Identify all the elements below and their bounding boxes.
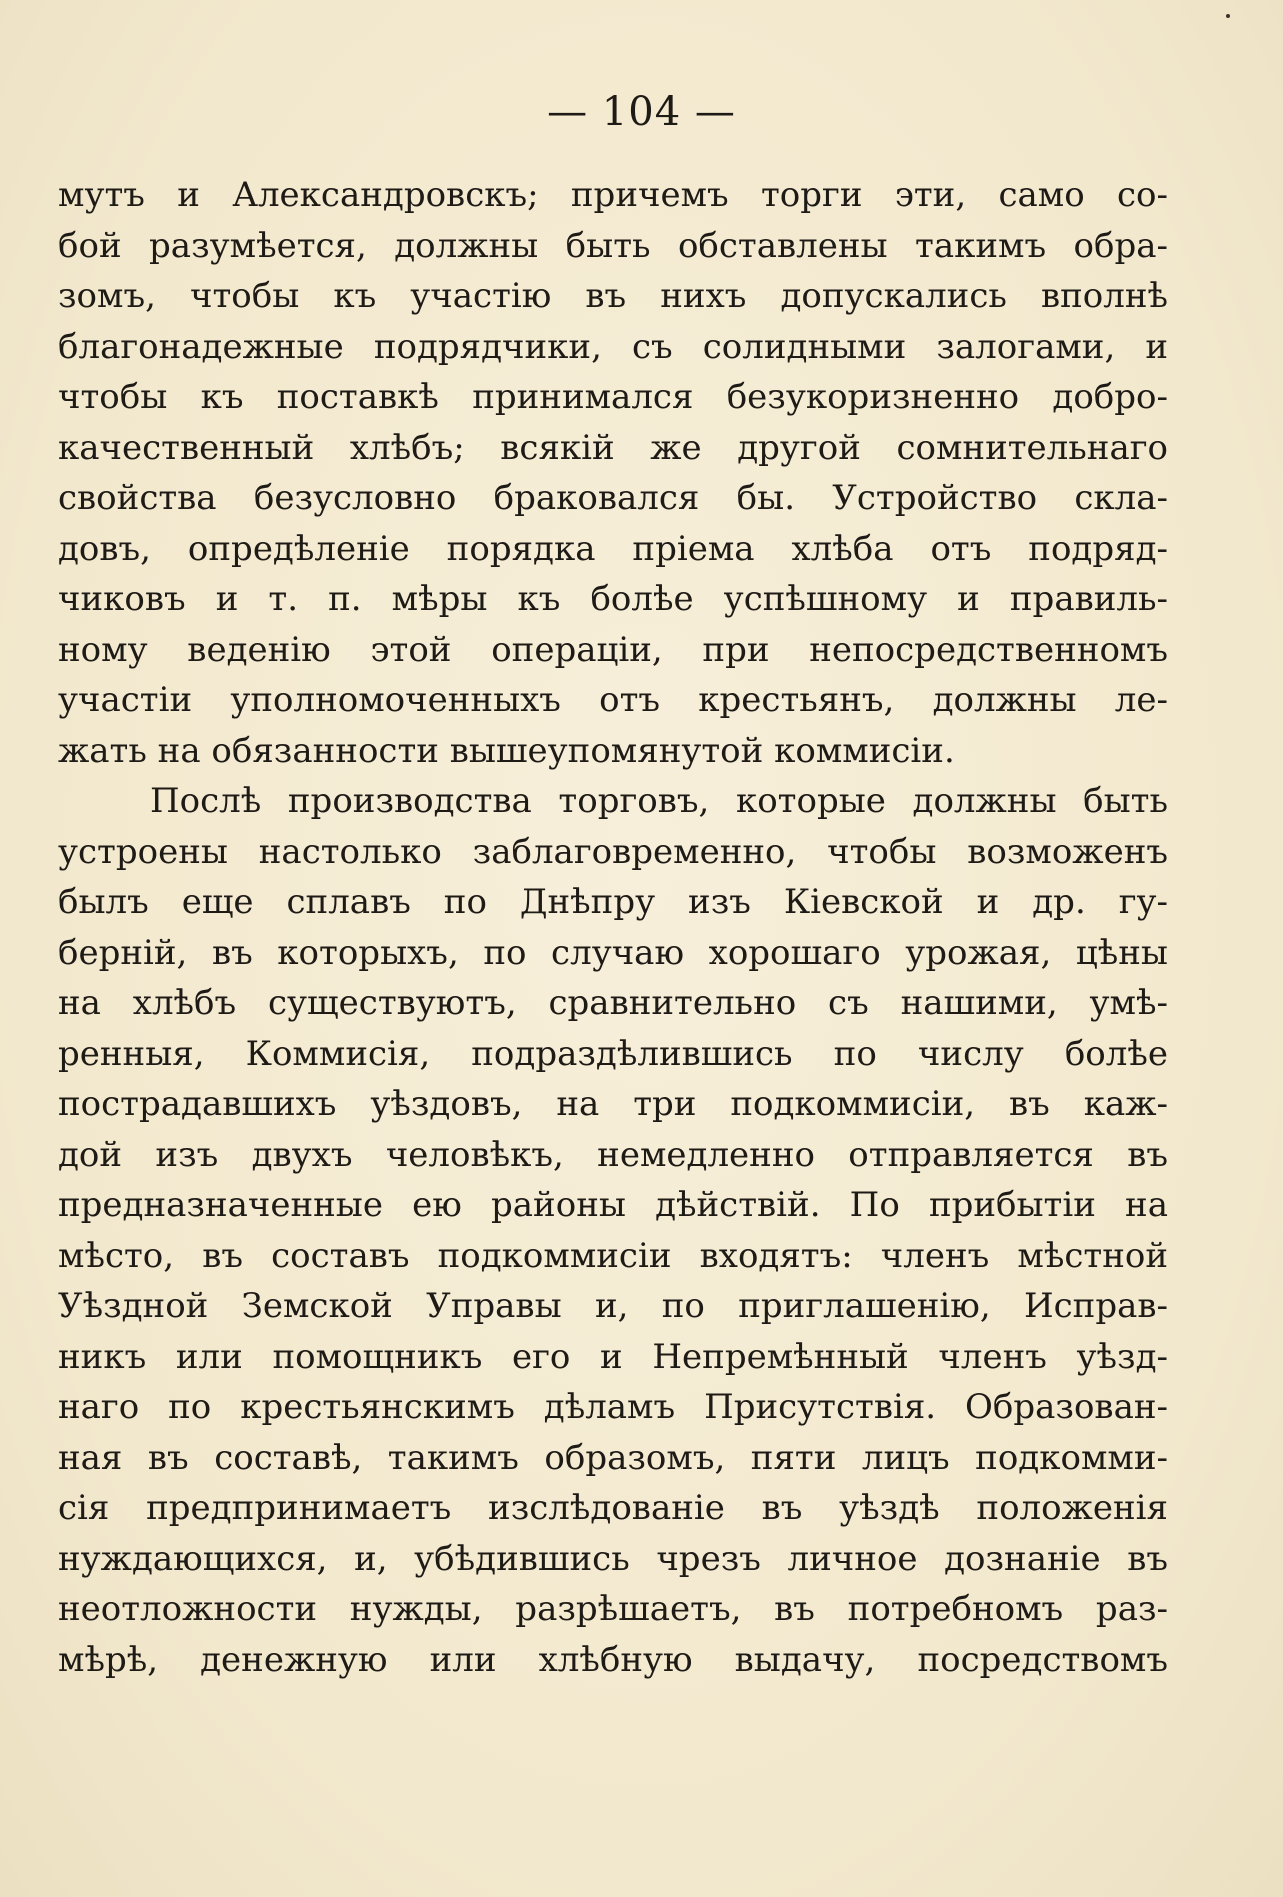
text-line: жать на обязанности вышеупомянутой коммисіи. (58, 730, 955, 771)
text-line: Уѣздной Земской Управы и, по приглашенію, Исправ- (58, 1286, 1168, 1326)
text-line: дой изъ двухъ человѣкъ, немедленно отправляется въ (58, 1134, 1168, 1175)
text-line: мѣрѣ, денежную или хлѣбную выдачу, посредствомъ (58, 1639, 1168, 1680)
text-line: никъ или помощникъ его и Непремѣнный членъ уѣзд- (58, 1336, 1168, 1377)
text-line: чтобы къ поставкѣ принимался безукоризненно добро- (58, 377, 1168, 417)
text-line: наго по крестьянскимъ дѣламъ Присутствія. Образован- (58, 1387, 1168, 1427)
text-line: довъ, опредѣленіе порядка пріема хлѣба отъ подряд- (58, 528, 1168, 569)
text-line: берній, въ которыхъ, по случаю хорошаго урожая, цѣны (58, 932, 1168, 973)
text-line: пострадавшихъ уѣздовъ, на три подкоммисіи, въ каж- (58, 1084, 1168, 1124)
text-line: неотложности нужды, разрѣшаетъ, въ потребномъ раз- (58, 1589, 1168, 1629)
text-line: устроены настолько заблаговременно, чтобы возможенъ (58, 831, 1168, 872)
text-line: былъ еще сплавъ по Днѣпру изъ Кіевской и др. гу- (58, 882, 1168, 922)
text-line: нуждающихся, и, убѣдившись чрезъ личное дознаніе въ (58, 1538, 1168, 1579)
text-line: участіи уполномоченныхъ отъ крестьянъ, должны ле- (58, 680, 1168, 720)
text-line: на хлѣбъ существуютъ, сравнительно съ нашими, умѣ- (58, 983, 1168, 1023)
text-line: мѣсто, въ составъ подкоммисіи входятъ: членъ мѣстной (58, 1235, 1168, 1276)
text-line: сія предпринимаетъ изслѣдованіе въ уѣздѣ положенія (58, 1488, 1168, 1528)
text-line: ренныя, Коммисія, подраздѣлившись по числу болѣе (58, 1033, 1168, 1074)
page-number: — 104 — (547, 89, 736, 135)
text-line: зомъ, чтобы къ участію въ нихъ допускались вполнѣ (58, 276, 1168, 316)
paragraph-first-line: Послѣ производства торговъ, которые должны быть (150, 781, 1168, 821)
text-line: предназначенные ею районы дѣйствій. По прибытіи на (58, 1185, 1168, 1225)
text-line: свойства безусловно браковался бы. Устройство скла- (58, 478, 1168, 518)
text-line: качественный хлѣбъ; всякій же другой сомнительнаго (58, 427, 1168, 468)
page-body-text (58, 170, 1168, 1685)
text-line: бой разумѣется, должны быть обставлены такимъ обра- (58, 225, 1168, 266)
ink-speck (1226, 14, 1230, 18)
text-line: ная въ составѣ, такимъ образомъ, пяти лицъ подкомми- (58, 1437, 1168, 1478)
text-line: чиковъ и т. п. мѣры къ болѣе успѣшному и правиль- (58, 579, 1168, 619)
text-line: мутъ и Александровскъ; причемъ торги эти, само со- (58, 175, 1168, 215)
text-line: ному веденію этой операціи, при непосредственномъ (58, 629, 1168, 670)
text-line: благонадежные подрядчики, съ солидными залогами, и (58, 326, 1168, 367)
